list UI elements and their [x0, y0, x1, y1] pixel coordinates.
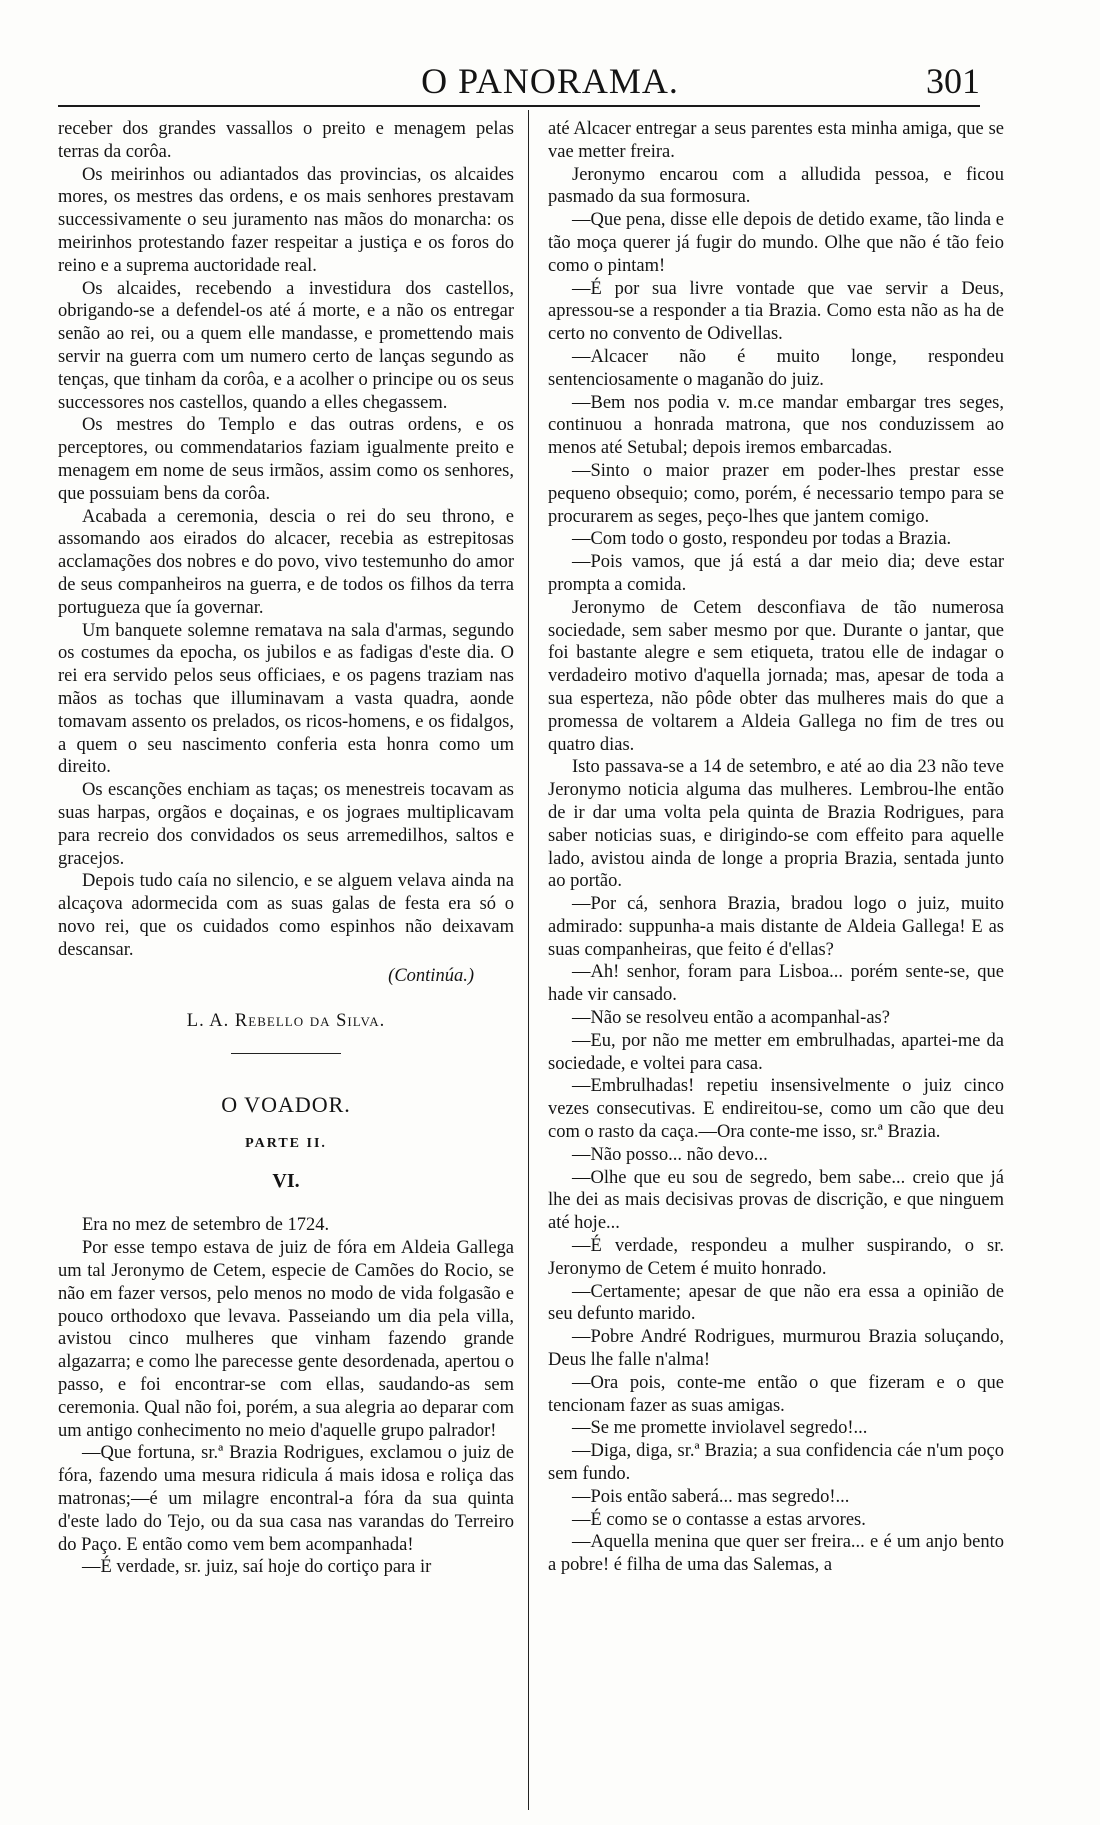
paragraph: —É por sua livre vontade que vae servir a Deus, apressou-se a responder a tia Brazia. Como esta não as ha de certo no convento de Odivellas.	[548, 278, 1004, 345]
paragraph: —Pobre André Rodrigues, murmurou Brazia soluçando, Deus lhe falle n'alma!	[548, 1327, 1004, 1371]
author-signature: L. A. Rebello da Silva.	[186, 1011, 386, 1032]
paragraph: —Se me promette inviolavel segredo!...	[572, 1418, 868, 1439]
periodical-title: O PANORAMA.	[421, 61, 679, 101]
paragraph: —Sinto o maior prazer em poder-lhes prestar esse pequeno obsequio; como, porém, é necessario tempo para se procurarem as seges, peço-lhes que jantem comigo.	[548, 460, 1004, 527]
paragraph: Os meirinhos ou adiantados das provincias, os alcaides mores, os mestres das ordens, e os mais senhores prestavam successivamente o seu juramento nas mãos do monarcha: os meirinhos protestando fazer respeitar a justiça e os foros do reino e a suprema auctoridade real.	[58, 164, 514, 276]
paragraph: Por esse tempo estava de juiz de fóra em Aldeia Gallega um tal Jeronymo de Cetem, especie de Camões do Rocio, se não em fazer versos, pelo menos no modo de vida folgasão e pouco orthodoxo que levava. Passeiando um dia pela villa, avistou cinco mulheres que vinham fazendo grande algazarra; e como lhe parecesse gente desordenada, apertou o passo, e foi encontrar-se com ellas, saudando-as sem ceremonia. Qual não foi, porém, a sua alegria ao deparar com um antigo conhecimento no meio d'aquelle grupo palrador!	[58, 1238, 514, 1441]
paragraph: Jeronymo encarou com a alludida pessoa, e ficou pasmado da sua formosura.	[548, 164, 1004, 208]
paragraph: Acabada a ceremonia, descia o rei do seu throno, e assomando aos eirados do alcacer, recebia as estrepitosas acclamações dos nobres e do povo, vivo testemunho do amor de seus companheiros na guerra, e de todos os filhos da terra portugueza que ía governar.	[58, 506, 514, 618]
story-part: PARTE II.	[245, 1135, 327, 1151]
paragraph: —Não posso... não devo...	[572, 1144, 768, 1165]
paragraph: —É verdade, sr. juiz, saí hoje do cortiço para ir	[82, 1557, 432, 1578]
paragraph: —Olhe que eu sou de segredo, bem sabe... creio que já lhe dei as mais decisivas provas de discrição, e que ninguem até hoje...	[548, 1167, 1004, 1234]
paragraph: —Bem nos podia v. m.ce mandar embargar tres seges, continuou a honrada matrona, que nos conduzissem ao menos até Setubal; depois iremos embarcadas.	[548, 392, 1004, 459]
paragraph: Os alcaides, recebendo a investidura dos castellos, obrigando-se a defendel-os até á morte, e a não os entregar senão ao rei, ou a quem elle mandasse, e promettendo mais servir na guerra com um numero certo de lanças segundo as tenças, que tinham da corôa, e a acolher o principe ou os seus successores nos castellos, quando a elles chegassem.	[58, 278, 514, 413]
paragraph: até Alcacer entregar a seus parentes esta minha amiga, que se vae metter freira.	[548, 119, 1004, 162]
paragraph: —Certamente; apesar de que não era essa a opinião de seu defunto marido.	[548, 1281, 1004, 1325]
paragraph: Depois tudo caía no silencio, e se alguem velava ainda na alcaçova adormecida com as suas galas de festa era só o novo rei, que os cuidados como espinhos não deixavam descansar.	[58, 871, 514, 960]
paragraph: —Pois vamos, que já está a dar meio dia; deve estar prompta a comida.	[548, 552, 1004, 595]
paragraph: —Ah! senhor, foram para Lisboa... porém sente-se, que hade vir cansado.	[548, 962, 1004, 1006]
page-header	[0, 48, 1100, 108]
paragraph: —É verdade, respondeu a mulher suspirando, o sr. Jeronymo de Cetem é muito honrado.	[548, 1236, 1004, 1279]
paragraph: Era no mez de setembro de 1724.	[82, 1215, 330, 1236]
paragraph: Isto passava-se a 14 de setembro, e até ao dia 23 não teve Jeronymo noticia alguma das mulheres. Lembrou-lhe então de ir dar uma volta pela quinta de Brazia Rodrigues, para saber noticias suas, e dirigindo-se com effeito para aquelle lado, avistou ainda de longe a propria Brazia, sentada junto ao portão.	[548, 757, 1004, 892]
column-divider	[528, 110, 529, 1810]
paragraph: —Ora pois, conte-me então o que fizeram e o que tencionam fazer as suas amigas.	[548, 1372, 1004, 1416]
paragraph: —Por cá, senhora Brazia, bradou logo o juiz, muito admirado: suppunha-a mais distante de Aldeia Gallega! E as suas companheiras, que feito é d'ellas?	[548, 894, 1004, 960]
section-rule	[231, 1053, 341, 1054]
paragraph: receber dos grandes vassallos o preito e menagem pelas terras da corôa.	[58, 119, 514, 162]
paragraph: —Eu, por não me metter em embrulhadas, apartei-me da sociedade, e voltei para casa.	[548, 1030, 1004, 1074]
paragraph: —É como se o contasse a estas arvores.	[572, 1509, 866, 1530]
paragraph: Jeronymo de Cetem desconfiava de tão numerosa sociedade, sem saber mesmo por que. Durante o jantar, que foi bastante alegre e sem etiqueta, tratou elle de indagar o verdadeiro motivo d'aquella jornada; mas, apesar de toda a sua esperteza, não pôde obter das mulheres mais do que a promessa de voltarem a Aldeia Gallega no fim de tres ou quatro dias.	[548, 597, 1004, 755]
right-column	[548, 118, 1004, 1577]
header-rule	[58, 105, 980, 107]
paragraph: —Embrulhadas! repetiu insensivelmente o juiz cinco vezes consecutivas. E endireitou-se, como um cão que deu com o rasto da caça.—Ora conte-me isso, sr.ª Brazia.	[548, 1076, 1004, 1143]
paragraph: —Alcacer não é muito longe, respondeu sentenciosamente o maganão do juiz.	[548, 346, 1004, 390]
page-number: 301	[926, 61, 980, 101]
paragraph: —Com todo o gosto, respondeu por todas a Brazia.	[572, 529, 952, 550]
paragraph: —Não se resolveu então a acompanhal-as?	[572, 1008, 890, 1029]
story-chapter: VI.	[272, 1169, 300, 1192]
paragraph: Os escanções enchiam as taças; os menestreis tocavam as suas harpas, orgãos e doçainas, e os jograes multiplicavam para recreio dos convidados os seus arremedilhos, saltos e gracejos.	[58, 780, 514, 869]
paragraph: —Aquella menina que quer ser freira... e é um anjo bento a pobre! é filha de uma das Salemas, a	[548, 1532, 1004, 1576]
continued-note: (Continúa.)	[388, 966, 474, 987]
story-title: O VOADOR.	[221, 1092, 351, 1118]
paragraph: —Diga, diga, sr.ª Brazia; a sua confidencia cáe n'um poço sem fundo.	[548, 1441, 1004, 1485]
paragraph: —Que pena, disse elle depois de detido exame, tão linda e tão moça querer já fugir do mundo. Olhe que não é tão feio como o pintam!	[548, 210, 1004, 276]
paragraph: Os mestres do Templo e das outras ordens, e os perceptores, ou commendatarios faziam igualmente preito e menagem em nome de seus irmãos, assim como os senhores, que possuiam bens da corôa.	[58, 415, 514, 504]
paragraph: —Pois então saberá... mas segredo!...	[572, 1486, 850, 1507]
paragraph: Um banquete solemne rematava na sala d'armas, segundo os costumes da epocha, os jubilos e as fadigas d'este dia. O rei era servido pelos seus officiaes, e os pagens traziam nas mãos as tochas que illuminavam a vasta quadra, aonde tomavam assento os prelados, os ricos-homens, e os fidalgos, a quem o seu nascimento conferia esta honra como um direito.	[58, 620, 514, 778]
paragraph: —Que fortuna, sr.ª Brazia Rodrigues, exclamou o juiz de fóra, fazendo uma mesura ridicula á mais idosa e roliça das matronas;—é um milagre encontral-a fóra da sua quinta d'este lado do Tejo, ou da sua casa nas varandas do Terreiro do Paço. E então como vem bem acompanhada!	[58, 1443, 514, 1555]
left-column	[58, 118, 514, 1579]
